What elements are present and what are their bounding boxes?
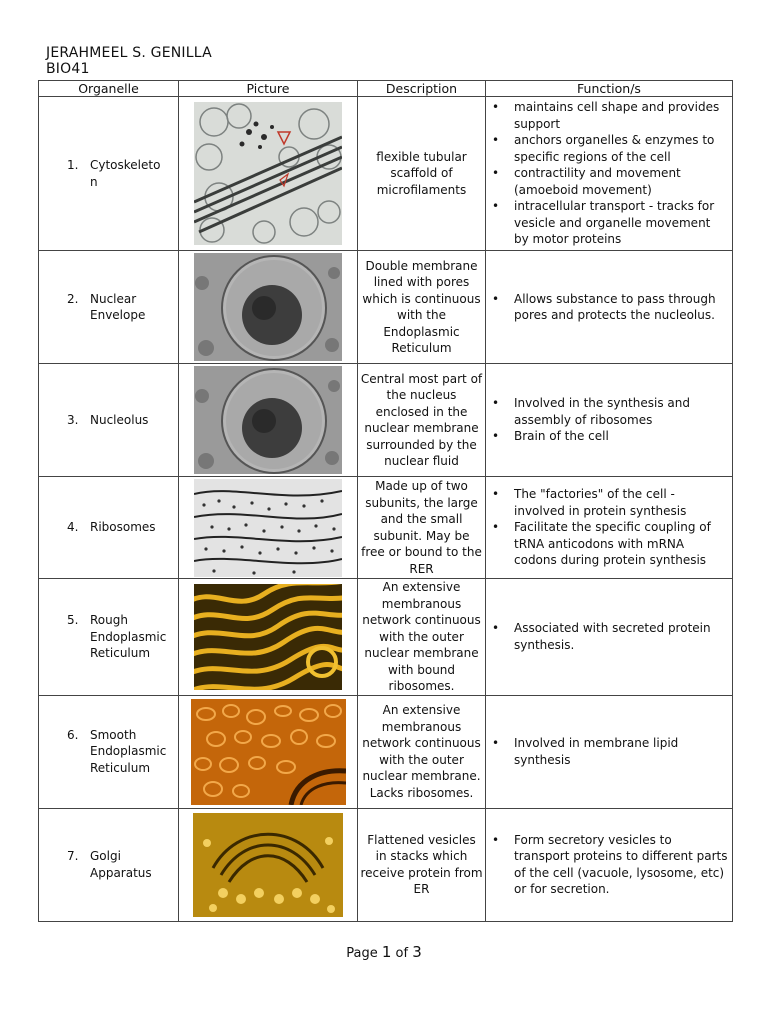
list-item: • The "factories" of the cell - involved in protein synthesis: [492, 487, 687, 518]
organelle-cell: [39, 695, 179, 808]
column-header-description: Description: [358, 81, 486, 97]
row-number: 7.: [67, 849, 79, 863]
column-header-picture: Picture: [179, 81, 358, 97]
list-item: • intracellular transport - tracks for vesicle and organelle movement by motor proteins: [492, 199, 715, 247]
row-number: 6.: [67, 727, 79, 742]
functions-cell: [486, 695, 733, 808]
list-item: • anchors organelles & enzymes to specific regions of the cell: [492, 133, 715, 164]
nucleus-micrograph-icon: [194, 366, 342, 474]
rough-er-micrograph-icon: [194, 584, 342, 690]
picture-cell: [179, 808, 358, 921]
list-item: • Involved in the synthesis and assembly of ribosomes: [492, 396, 690, 427]
picture-cell: [179, 364, 358, 477]
row-number: 2.: [67, 291, 79, 306]
table-row: [39, 579, 733, 696]
organelle-cell: [39, 364, 179, 477]
list-item: • Associated with secreted protein synthesis.: [492, 621, 711, 652]
table-row: [39, 808, 733, 921]
functions-cell: [486, 579, 733, 696]
course-code: BIO41: [46, 61, 90, 77]
row-number: 1.: [67, 158, 79, 172]
author-name: JERAHMEEL S. GENILLA: [46, 45, 212, 61]
functions-list: [492, 291, 728, 324]
table-row: [39, 251, 733, 364]
description-cell: An extensive membranous network continuous with the outer nuclear membrane with bound ribosomes.: [358, 579, 486, 696]
organelle-cell: [39, 97, 179, 251]
page-of-label: of: [395, 946, 409, 961]
organelle-name: Cytoskeleto n: [90, 158, 161, 189]
table-row: [39, 364, 733, 477]
current-page: 1: [381, 943, 392, 961]
description-cell: Central most part of the nucleus enclosed in the nuclear membrane surrounded by the nuclear fluid: [358, 364, 486, 477]
list-item: • contractility and movement (amoeboid movement): [492, 166, 681, 197]
picture-cell: [179, 579, 358, 696]
total-pages: 3: [412, 943, 422, 961]
column-header-organelle: Organelle: [39, 81, 179, 97]
organelle-name: Nuclear Envelope: [90, 291, 146, 322]
functions-cell: [486, 97, 733, 251]
list-item: • Facilitate the specific coupling of tRNA anticodons with mRNA codons during protein synthesis: [492, 520, 711, 568]
organelle-name: Golgi Apparatus: [90, 849, 152, 880]
picture-cell: [179, 695, 358, 808]
organelle-name: Smooth Endoplasmic Reticulum: [90, 727, 167, 775]
description-cell: An extensive membranous network continuous with the outer nuclear membrane. Lacks ribosomes.: [358, 695, 486, 808]
list-item: • Brain of the cell: [492, 429, 609, 444]
picture-cell: [179, 251, 358, 364]
functions-cell: [486, 364, 733, 477]
ribosomes-micrograph-icon: [194, 479, 342, 577]
row-number: 3.: [67, 412, 79, 427]
organelle-cell: [39, 579, 179, 696]
functions-list: [492, 832, 728, 898]
functions-list: [492, 486, 728, 569]
table-row: [39, 695, 733, 808]
table-header-row: [39, 81, 733, 97]
description-cell: Made up of two subunits, the large and the small subunit. May be free or bound to the RER: [358, 477, 486, 579]
table-row: [39, 477, 733, 579]
functions-cell: [486, 808, 733, 921]
picture-cell: [179, 477, 358, 579]
golgi-micrograph-icon: [193, 813, 343, 917]
functions-cell: [486, 477, 733, 579]
list-item: • Involved in membrane lipid synthesis: [492, 736, 679, 767]
list-item: • Allows substance to pass through pores and protects the nucleolus.: [492, 291, 716, 322]
functions-list: [492, 620, 728, 653]
organelle-name: Rough Endoplasmic Reticulum: [90, 613, 167, 660]
description-cell: flexible tubular scaffold of microfilaments: [358, 97, 486, 251]
picture-cell: [179, 97, 358, 251]
description-cell: Flattened vesicles in stacks which receive protein from ER: [358, 808, 486, 921]
organelle-table: [38, 80, 733, 922]
list-item: • Form secretory vesicles to transport proteins to different parts of the cell (vacuole, lysosome, etc) or for secretion.: [492, 832, 728, 896]
functions-list: [492, 99, 728, 248]
list-item: • maintains cell shape and provides support: [492, 100, 720, 131]
description-cell: Double membrane lined with pores which is continuous with the Endoplasmic Reticulum: [358, 251, 486, 364]
column-header-functions: Function/s: [486, 81, 733, 97]
table-row: [39, 97, 733, 251]
functions-list: [492, 735, 728, 768]
smooth-er-micrograph-icon: [191, 699, 346, 805]
functions-list: [492, 395, 728, 445]
nucleus-micrograph-icon: [194, 253, 342, 361]
organelle-name: Ribosomes: [90, 520, 156, 535]
organelle-cell: [39, 808, 179, 921]
row-number: 5.: [67, 613, 79, 627]
organelle-cell: [39, 251, 179, 364]
cytoskeleton-micrograph-icon: [194, 102, 342, 245]
row-number: 4.: [67, 520, 79, 535]
functions-cell: [486, 251, 733, 364]
organelle-cell: [39, 477, 179, 579]
page-label: Page: [346, 946, 378, 961]
page-indicator: [0, 943, 768, 961]
organelle-name: Nucleolus: [90, 412, 149, 427]
